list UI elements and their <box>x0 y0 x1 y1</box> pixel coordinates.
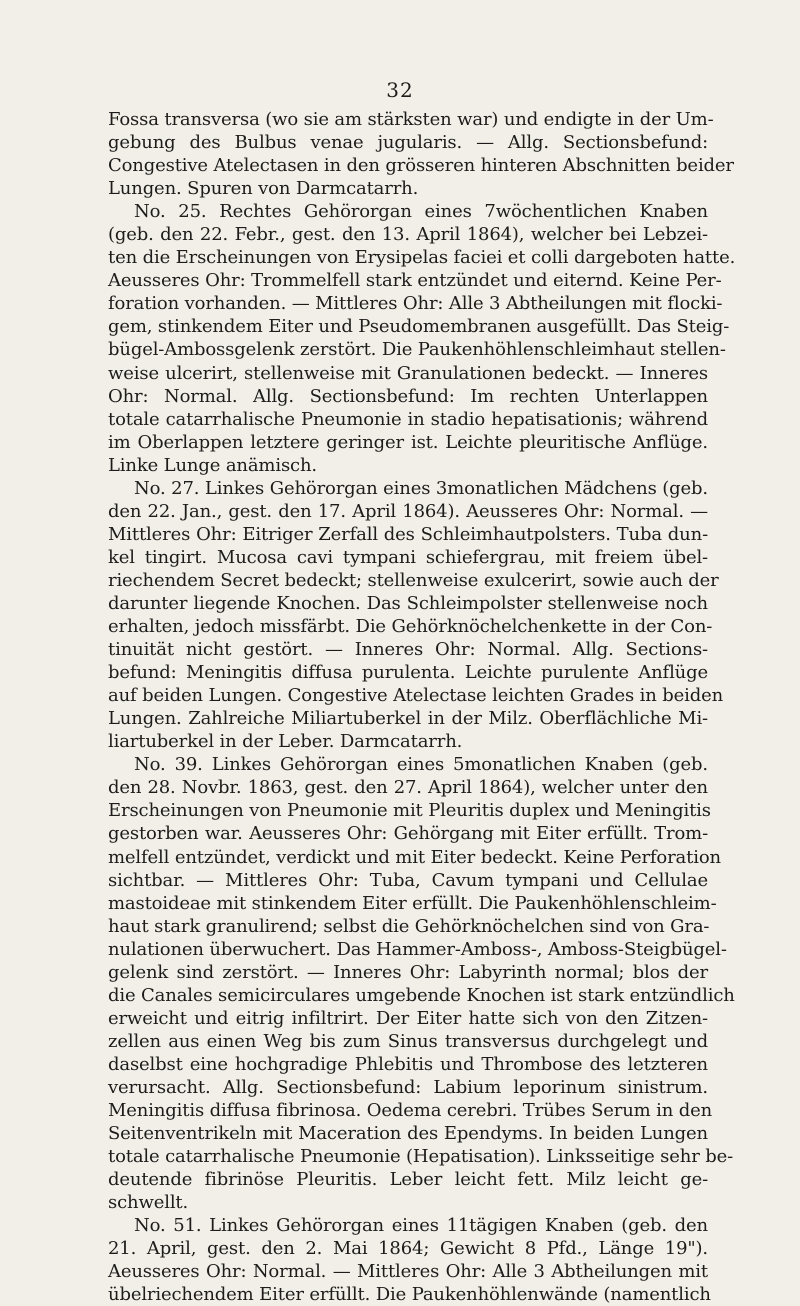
text-line: Fossa transversa (wo sie am stärksten war) und endigte in der Um- <box>108 109 714 130</box>
text-line: schwellt. <box>108 1192 189 1214</box>
text-line: weise ulcerirt, stellenweise mit Granulationen bedeckt. — Inneres <box>108 362 708 384</box>
text-line: zellen aus einen Weg bis zum Sinus transversus durchgelegt und <box>108 1030 708 1052</box>
text-line: gestorben war. Aeusseres Ohr: Gehörgang mit Eiter erfüllt. Trom- <box>108 823 708 845</box>
text-line: im Oberlappen letztere geringer ist. Leichte pleuritische Anflüge. <box>108 431 708 453</box>
text-line: No. 51. Linkes Gehörorgan eines 11tägigen Knaben (geb. den <box>134 1215 708 1237</box>
text-line: riechendem Secret bedeckt; stellenweise exulcerirt, sowie auch der <box>108 569 719 591</box>
text-line: auf beiden Lungen. Congestive Atelectase leichten Grades in beiden <box>108 685 724 707</box>
text-line: Ohr: Normal. Allg. Sectionsbefund: Im rechten Unterlappen <box>108 385 708 407</box>
text-line: daselbst eine hochgradige Phlebitis und Thrombose des letzteren <box>108 1053 708 1075</box>
text-line: mastoideae mit stinkendem Eiter erfüllt. Die Paukenhöhlenschleim- <box>108 892 717 914</box>
body-text <box>108 108 736 1306</box>
text-line: ten die Erscheinungen von Erysipelas faciei et colli dargeboten hatte. <box>108 247 736 269</box>
text-line: Aeusseres Ohr: Trommelfell stark entzündet und eiternd. Keine Per- <box>108 270 722 292</box>
text-line: die Canales semicirculares umgebende Knochen ist stark entzündlich <box>108 984 735 1006</box>
text-line: Mittleres Ohr: Eitriger Zerfall des Schleimhautpolsters. Tuba dun- <box>108 523 708 545</box>
text-line: Lungen. Zahlreiche Miliartuberkel in der Milz. Oberflächliche Mi- <box>108 708 708 730</box>
text-line: No. 25. Rechtes Gehörorgan eines 7wöchentlichen Knaben <box>134 201 708 223</box>
text-line: Erscheinungen von Pneumonie mit Pleuritis duplex und Meningitis <box>108 800 711 822</box>
text-line: gebung des Bulbus venae jugularis. — Allg. Sectionsbefund: <box>108 132 708 154</box>
text-line: gelenk sind zerstört. — Inneres Ohr: Labyrinth normal; blos der <box>108 961 708 983</box>
text-line: erweicht und eitrig infiltrirt. Der Eiter hatte sich von den Zitzen- <box>108 1007 708 1029</box>
text-line: No. 27. Linkes Gehörorgan eines 3monatlichen Mädchens (geb. <box>134 477 708 499</box>
text-line: befund: Meningitis diffusa purulenta. Leichte purulente Anflüge <box>108 662 708 684</box>
text-line: erhalten, jedoch missfärbt. Die Gehörknöchelchenkette in der Con- <box>108 616 713 638</box>
text-line: totale catarrhalische Pneumonie (Hepatisation). Linksseitige sehr be- <box>108 1146 734 1168</box>
text-line: den 28. Novbr. 1863, gest. den 27. April 1864), welcher unter den <box>108 777 708 799</box>
text-line: 21. April, gest. den 2. Mai 1864; Gewicht 8 Pfd., Länge 19"). <box>108 1238 708 1260</box>
text-line: melfell entzündet, verdickt und mit Eiter bedeckt. Keine Perforation <box>108 846 721 868</box>
text-line: sichtbar. — Mittleres Ohr: Tuba, Cavum tympani und Cellulae <box>108 869 708 891</box>
text-line: Meningitis diffusa fibrinosa. Oedema cerebri. Trübes Serum in den <box>108 1100 713 1122</box>
text-line: bügel-Ambossgelenk zerstört. Die Paukenhöhlenschleimhaut stellen- <box>108 339 726 361</box>
text-line: Aeusseres Ohr: Normal. — Mittleres Ohr: Alle 3 Abtheilungen mit <box>108 1261 708 1283</box>
text-line: No. 39. Linkes Gehörorgan eines 5monatlichen Knaben (geb. <box>134 754 708 776</box>
text-line: tinuität nicht gestört. — Inneres Ohr: Normal. Allg. Sections- <box>108 639 708 661</box>
text-line: den 22. Jan., gest. den 17. April 1864). Aeusseres Ohr: Normal. — <box>108 500 708 522</box>
text-line: (geb. den 22. Febr., gest. den 13. April 1864), welcher bei Lebzei- <box>108 224 708 246</box>
text-line: haut stark granulirend; selbst die Gehörknöchelchen sind von Gra- <box>108 915 710 937</box>
text-line: foration vorhanden. — Mittleres Ohr: Alle 3 Abtheilungen mit flocki- <box>108 293 723 315</box>
text-line: Seitenventrikeln mit Maceration des Ependyms. In beiden Lungen <box>108 1123 708 1145</box>
page-number: 32 <box>386 78 414 102</box>
text-line: Lungen. Spuren von Darmcatarrh. <box>108 178 419 200</box>
text-line: totale catarrhalische Pneumonie in stadio hepatisationis; während <box>108 408 708 430</box>
text-line: verursacht. Allg. Sectionsbefund: Labium leporinum sinistrum. <box>108 1076 708 1098</box>
text-line: deutende fibrinöse Pleuritis. Leber leicht fett. Milz leicht ge- <box>108 1169 708 1191</box>
text-line: darunter liegende Knochen. Das Schleimpolster stellenweise noch <box>108 592 708 614</box>
text-line: Congestive Atelectasen in den grösseren hinteren Abschnitten beider <box>108 155 734 177</box>
text-line: kel tingirt. Mucosa cavi tympani schiefergrau, mit freiem übel- <box>108 546 708 568</box>
text-line: Linke Lunge anämisch. <box>108 454 317 476</box>
text-line: nulationen überwuchert. Das Hammer-Amboss-, Amboss-Steigbügel- <box>108 938 727 960</box>
text-line: übelriechendem Eiter erfüllt. Die Paukenhöhlenwände (namentlich <box>108 1284 711 1306</box>
text-line: liartuberkel in der Leber. Darmcatarrh. <box>108 731 463 753</box>
text-line: gem, stinkendem Eiter und Pseudomembranen ausgefüllt. Das Steig- <box>108 316 730 338</box>
